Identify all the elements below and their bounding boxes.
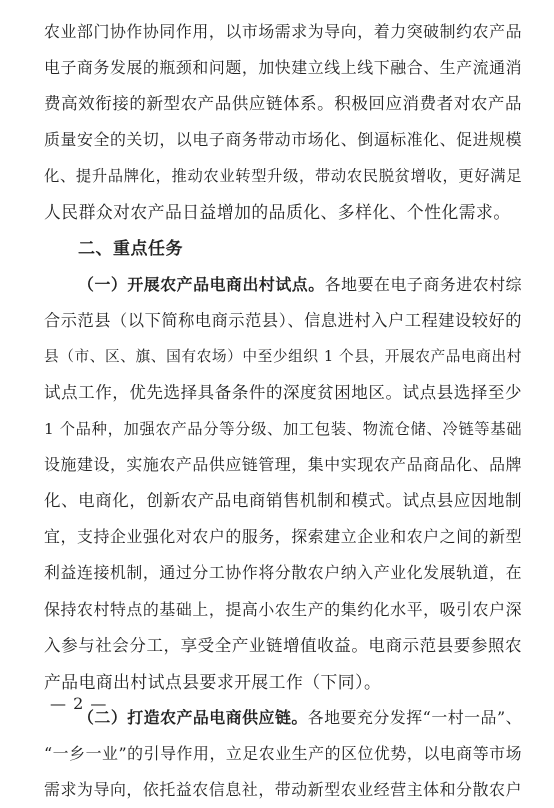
body-line: 电子商务发展的瓶颈和问题，加快建立线上线下融合、生产流通消: [44, 58, 522, 78]
body-line: 县（市、区、旗、国有农场）中至少组织 1 个县，开展农产品电商出村: [44, 347, 522, 365]
body-line: 利益连接机制，通过分工协作将分散农户纳入产业化发展轨道，在: [44, 563, 522, 583]
body-line: 需求为导向，依托益农信息社，带动新型农业经营主体和分散农户: [44, 779, 522, 799]
section-heading: 二、重点任务: [78, 238, 183, 259]
body-line: “一乡一业”的引导作用，立足农业生产的区位优势，以电商等市场: [44, 743, 522, 763]
body-line: 化、提升品牌化，推动农业转型升级，带动农民脱贫增收，更好满足: [44, 167, 522, 186]
item2-first-line-rest: 各地要充分发挥“一村一品”、: [307, 707, 523, 727]
item2-first-line: [44, 700, 522, 736]
document-body: [44, 14, 522, 808]
body-line: 产品电商出村试点县要求开展工作（下同）。: [44, 671, 382, 692]
item1-first-line-rest: 各地要在电子商务进农村综: [324, 274, 523, 294]
item2-title: （二）打造农产品电商供应链。: [78, 707, 308, 727]
body-line: 保持农村特点的基础上，提高小农生产的集约化水平，吸引农户深: [44, 599, 522, 619]
body-line: 化、电商化，创新农产品电商销售机制和模式。试点县应因地制: [44, 491, 522, 511]
body-line: 费高效衔接的新型农产品供应链体系。积极回应消费者对农产品: [44, 94, 522, 114]
body-line: 试点工作，优先选择具备条件的深度贫困地区。试点县选择至少: [44, 382, 522, 402]
body-line: 1 个品种，加强农产品分等分级、加工包装、物流仓储、冷链等基础: [44, 420, 522, 439]
body-line: 质量安全的关切，以电子商务带动市场化、倒逼标准化、促进规模: [44, 130, 522, 150]
body-line: 宜，支持企业强化对农户的服务，探索建立企业和农户之间的新型: [44, 527, 522, 547]
page-number: — 2 —: [50, 694, 108, 713]
body-line: 设施建设，实施农产品供应链管理，集中实现农产品商品化、品牌: [44, 455, 522, 475]
item1-first-line: [44, 267, 522, 303]
body-line: 合示范县（以下简称电商示范县）、信息进村入户工程建设较好的: [44, 310, 522, 330]
item1-title: （一）开展农产品电商出村试点。: [78, 274, 325, 294]
body-line: 入参与社会分工，享受全产业链增值收益。电商示范县要参照农: [44, 635, 522, 655]
body-line: 农业部门协作协同作用，以市场需求为导向，着力突破制约农产品: [44, 22, 522, 41]
body-line: 人民群众对农产品日益增加的品质化、多样化、个性化需求。: [44, 202, 511, 223]
